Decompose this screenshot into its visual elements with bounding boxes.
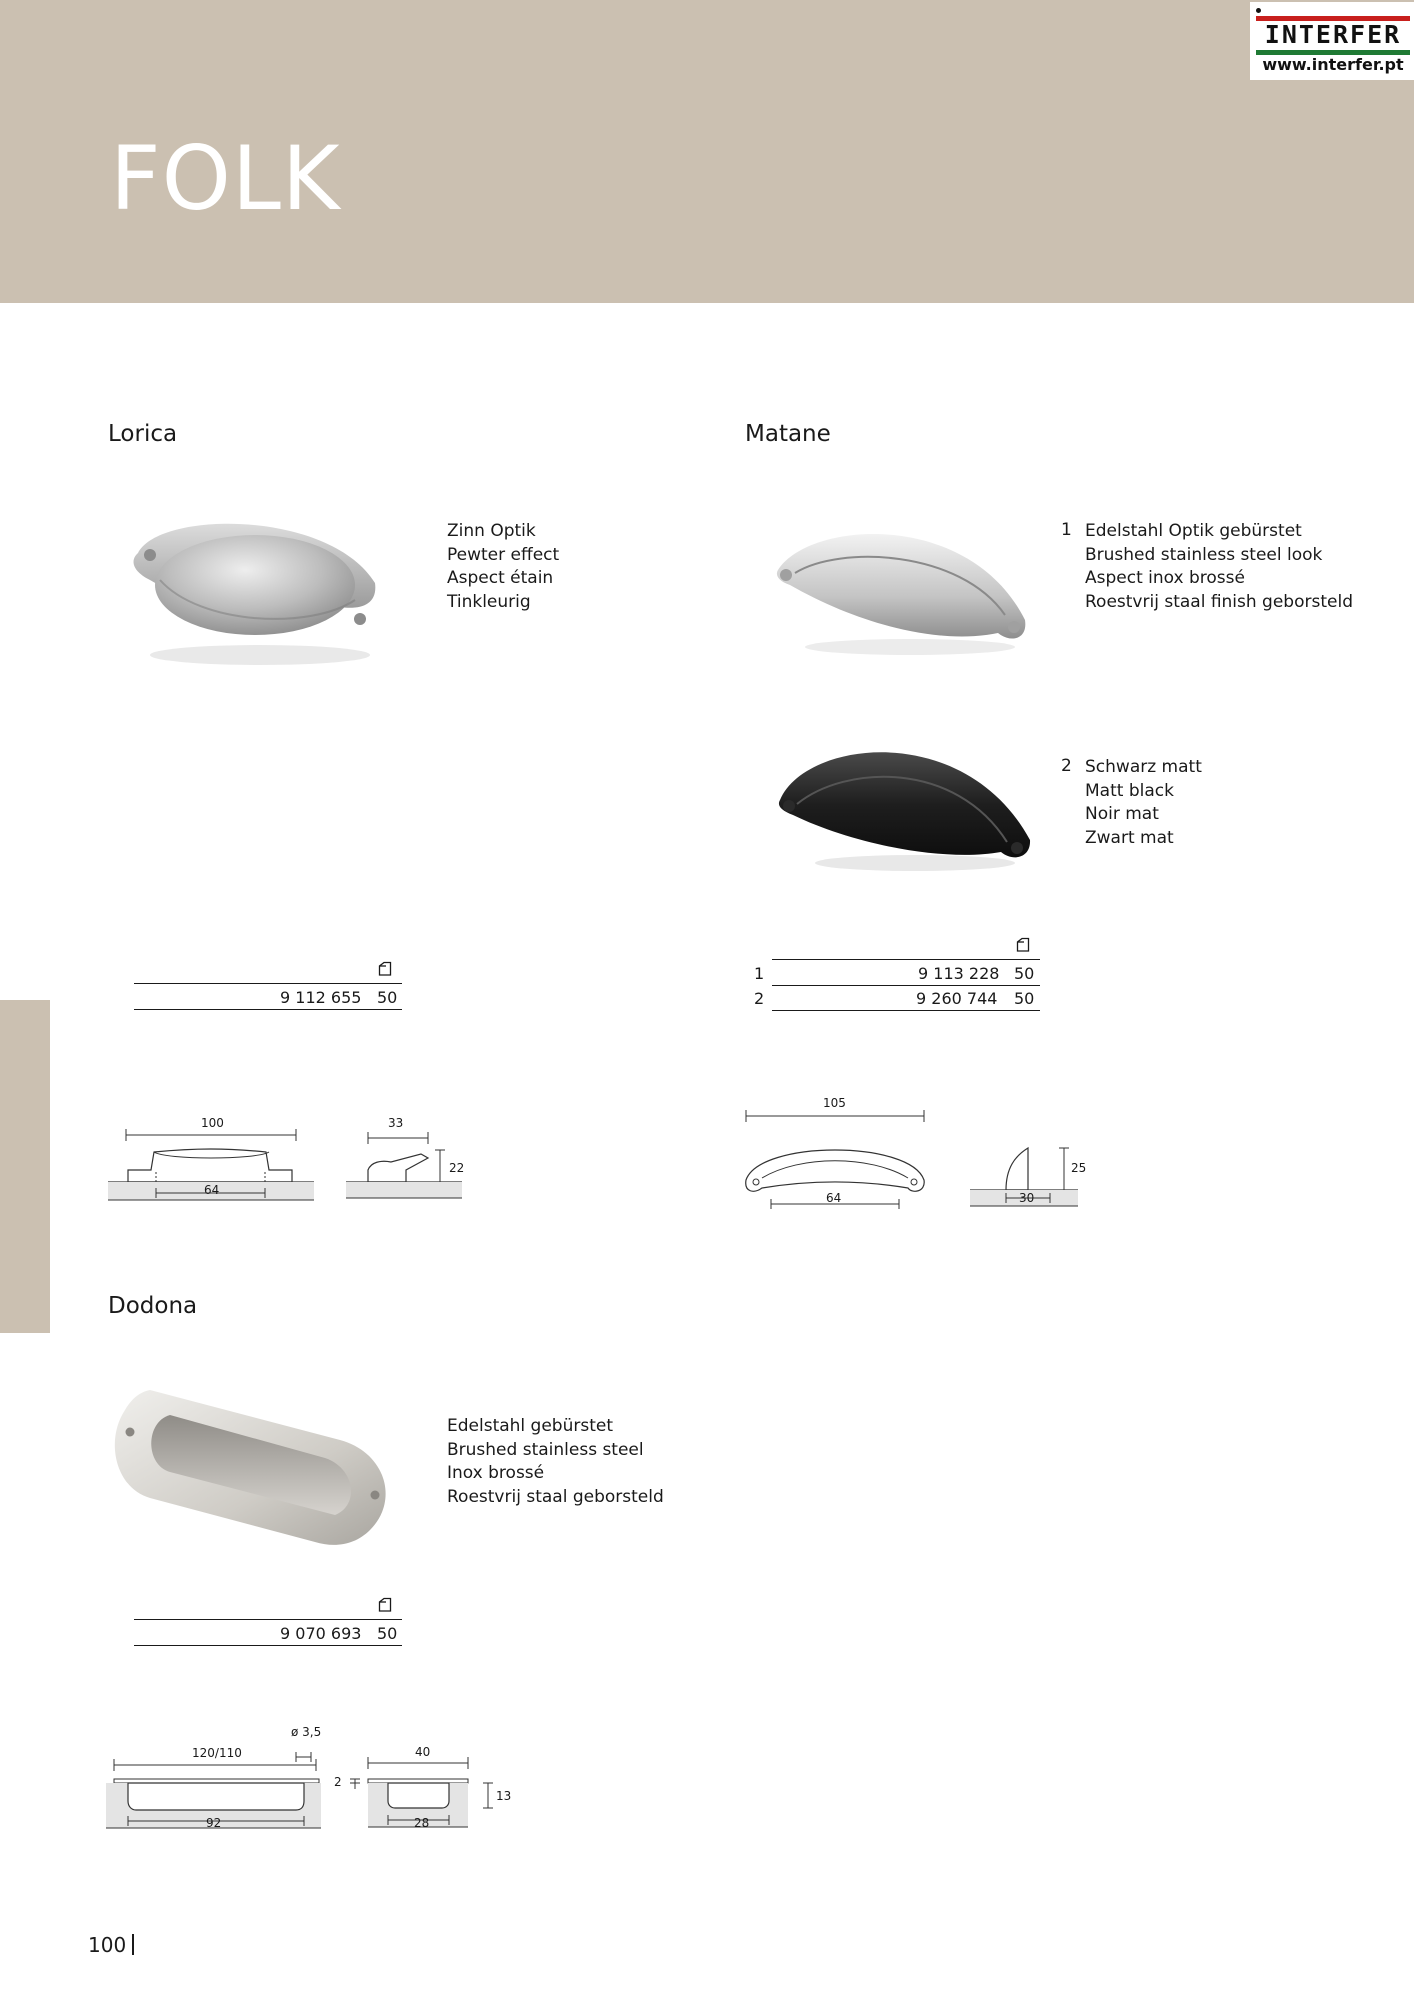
finish-fr: Aspect inox brossé: [1085, 568, 1245, 588]
article-code: 9 112 655: [280, 988, 362, 1007]
dim-depth: 13: [496, 1789, 512, 1803]
dim-inner-length: 92: [206, 1816, 222, 1830]
side-tab: [0, 1000, 50, 1333]
variant-number: 1: [1061, 520, 1072, 540]
dim-depth: 30: [1019, 1191, 1035, 1205]
finish-fr: Aspect étain: [447, 568, 554, 588]
pack-quantity: 50: [377, 988, 398, 1007]
finish-fr: Inox brossé: [447, 1463, 545, 1483]
finish-en: Brushed stainless steel look: [1085, 544, 1323, 565]
pack-quantity: 50: [1014, 989, 1035, 1008]
finish-de: Schwarz matt: [1085, 757, 1202, 777]
finish-nl: Roestvrij staal finish geborsteld: [1085, 591, 1353, 612]
article-code: 9 260 744: [916, 989, 998, 1008]
brand-logo[interactable]: [1250, 2, 1414, 80]
variant-number: 2: [1061, 756, 1072, 776]
finish-fr: Noir mat: [1085, 804, 1159, 824]
dim-length: 120/110: [192, 1746, 242, 1760]
matane-variant-1-finish: [1085, 520, 1353, 614]
page-divider: [132, 1934, 134, 1955]
pack-quantity: 50: [1014, 964, 1035, 983]
dim-hole-diameter: ø 3,5: [291, 1725, 322, 1739]
table-rule: [772, 985, 1040, 986]
lorica-photo: [120, 505, 385, 670]
article-code: 9 070 693: [280, 1624, 362, 1643]
finish-nl: Zwart mat: [1085, 827, 1174, 848]
dim-height: 22: [449, 1161, 465, 1175]
row-number: 1: [754, 964, 765, 983]
finish-en: Pewter effect: [447, 544, 560, 565]
page-number: 100: [88, 1933, 127, 1957]
dim-length: 105: [823, 1096, 846, 1110]
finish-en: Brushed stainless steel: [447, 1439, 644, 1460]
article-code: 9 113 228: [918, 964, 1000, 983]
box-icon: [1016, 937, 1030, 952]
table-rule: [134, 1619, 402, 1620]
logo-url: www.interfer.pt: [1262, 55, 1404, 74]
dim-depth: 33: [388, 1116, 404, 1130]
box-icon: [378, 961, 392, 976]
table-rule: [134, 983, 402, 984]
logo-dot: [1256, 8, 1261, 13]
dodona-photo: [110, 1380, 400, 1560]
product-title-lorica: Lorica: [108, 421, 178, 447]
finish-de: Edelstahl gebürstet: [447, 1416, 614, 1436]
finish-de: Edelstahl Optik gebürstet: [1085, 521, 1302, 541]
dim-hole: 64: [204, 1183, 220, 1197]
matane-black-photo: [775, 730, 1035, 875]
dim-flange: 2: [334, 1775, 342, 1789]
finish-de: Zinn Optik: [447, 521, 536, 541]
table-rule: [772, 1010, 1040, 1011]
table-rule: [772, 959, 1040, 960]
product-title-dodona: Dodona: [108, 1293, 198, 1319]
lorica-side-drawing: [346, 1120, 466, 1205]
finish-nl: Tinkleurig: [447, 591, 531, 612]
dim-length: 100: [201, 1116, 224, 1130]
box-icon: [378, 1597, 392, 1612]
logo-name: INTERFER: [1264, 20, 1402, 49]
finish-nl: Roestvrij staal geborsteld: [447, 1486, 664, 1507]
product-title-matane: Matane: [745, 421, 831, 447]
table-rule: [134, 1645, 402, 1646]
dim-height: 25: [1071, 1161, 1087, 1175]
matane-variant-2-finish: [1085, 756, 1202, 850]
row-number: 2: [754, 989, 765, 1008]
pack-quantity: 50: [377, 1624, 398, 1643]
dodona-side-drawing: [330, 1745, 500, 1845]
dodona-finish: [447, 1415, 664, 1509]
dim-hole: 64: [826, 1191, 842, 1205]
table-rule: [134, 1009, 402, 1010]
dim-width: 40: [415, 1745, 431, 1759]
lorica-finish: [447, 520, 559, 614]
header-banner: [0, 0, 1414, 303]
finish-en: Matt black: [1085, 780, 1174, 801]
page-title: FOLK: [110, 127, 341, 230]
dim-inner-width: 28: [414, 1816, 430, 1830]
matane-steel-photo: [770, 515, 1035, 660]
